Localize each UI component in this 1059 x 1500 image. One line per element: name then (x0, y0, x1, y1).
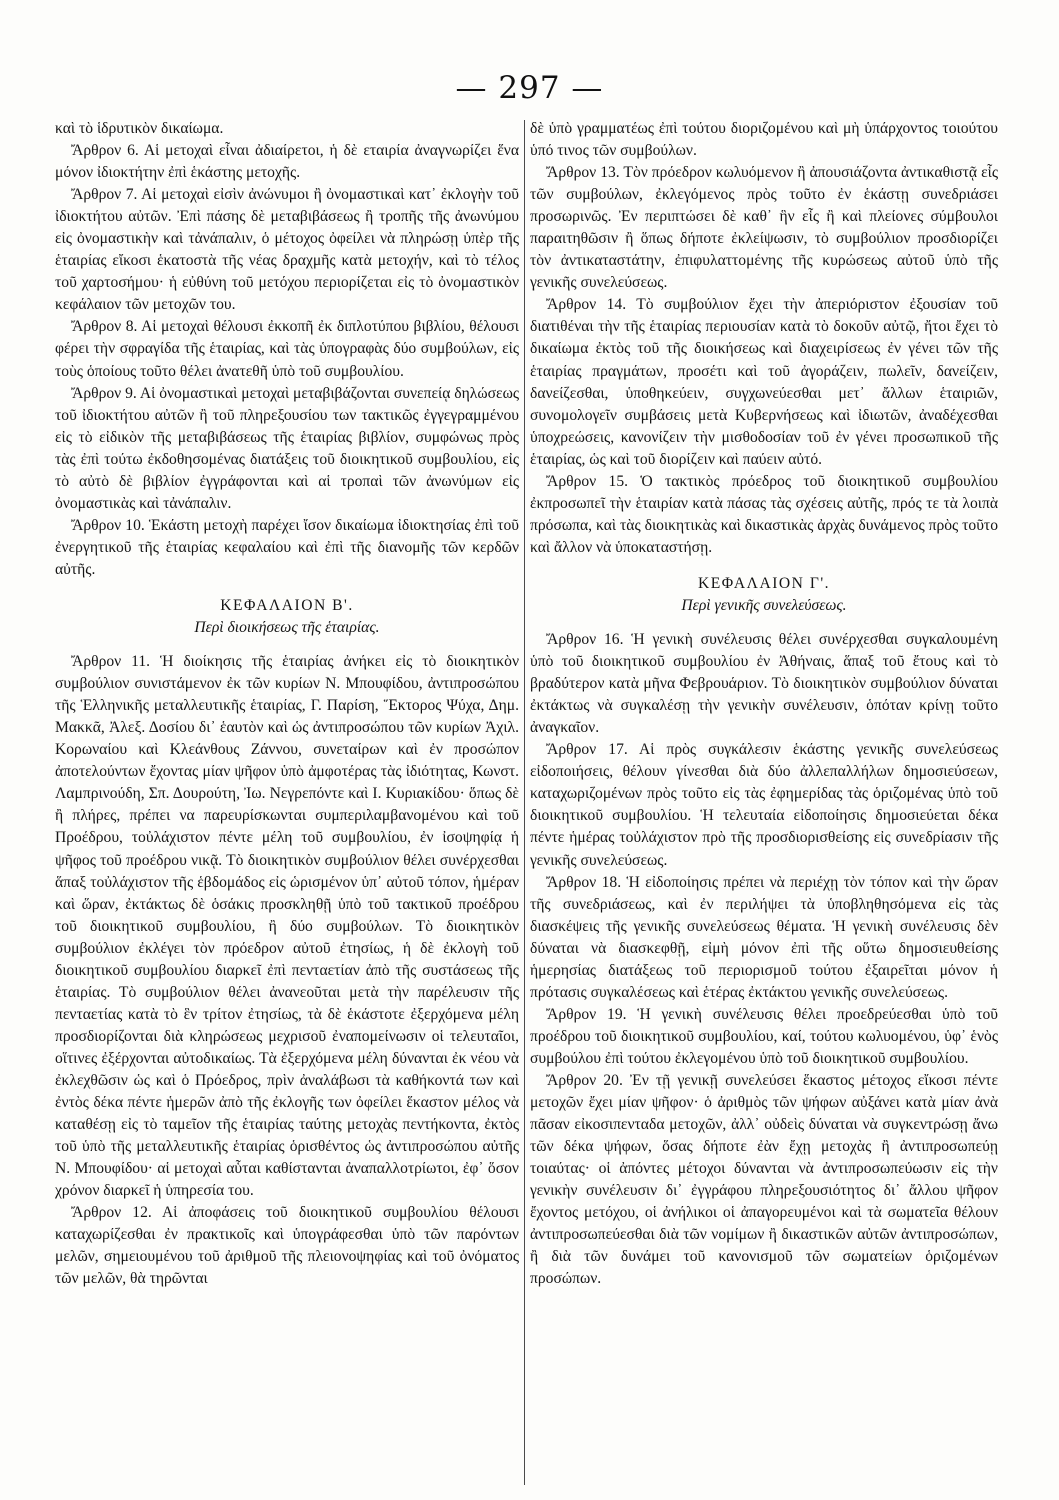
article-18: Ἄρθρον 18. Ἡ εἰδοποίησις πρέπει νὰ περιέχῃ τὸν τόπον καὶ τὴν ὥραν τῆς συνεδριάσεως, καὶ ἐν περιλήψει τὰ ὑποβληθησόμενα εἰς τὰς διασκέψεις τῆς γενικῆς συνελεύσεως θέματα. Ἡ γενικὴ συνέλευσις δὲν δύναται νὰ διασκεφθῇ, εἰμὴ μόνον ἐπὶ τῆς οὕτω δημοσιευθείσης ἡμερησίας διατάξεως τοῦ περιορισμοῦ τούτου ἐξαιρεῖται μόνον ἡ πρότασις συγκαλέσεως καὶ ἑτέρας ἐκτάκτου γενικῆς συνελεύσεως. (530, 873, 998, 1001)
left-column (55, 118, 519, 1290)
article-7: Ἄρθρον 7. Αἱ μετοχαὶ εἰσὶν ἀνώνυμοι ἢ ὀνομαστικαὶ κατ᾿ ἐκλογὴν τοῦ ἰδιοκτήτου αὐτῶν. Ἐπὶ πάσης δὲ μεταβιβάσεως ἢ τροπῆς τῆς ἀνωνύμου εἰς ὀνομαστικὴν καὶ τἀνάπαλιν, ὁ μέτοχος ὀφείλει νὰ πληρώσῃ ὑπὲρ τῆς ἑταιρίας εἴκοσι ἑκατοστὰ τῆς νέας δραχμῆς κατὰ μετοχήν, καὶ τὸ τέλος τοῦ χαρτοσήμου· ἡ εὐθύνη τοῦ μετόχου περιορίζεται εἰς τὸ ὀνομαστικὸν κεφάλαιον τῶν μετοχῶν του. (55, 186, 519, 314)
article-6: Ἄρθρον 6. Αἱ μετοχαὶ εἶναι ἀδιαίρετοι, ἡ δὲ εταιρία ἀναγνωρίζει ἕνα μόνον ἰδιοκτήτην ἐπὶ ἑκάστης μετοχῆς. (55, 142, 519, 182)
chapter-heading: ΚΕΦΑΛΑΙΟΝ Γ'. (697, 574, 831, 592)
column-divider (524, 120, 525, 1485)
paragraph: καὶ τὸ ἱδρυτικὸν δικαίωμα. (55, 120, 224, 137)
chapter-subtitle: Περὶ γενικῆς συνελεύσεως. (681, 596, 847, 614)
page-number: — 297 — (455, 70, 604, 106)
chapter-heading: ΚΕΦΑΛΑΙΟΝ Β'. (220, 596, 354, 614)
article-8: Ἄρθρον 8. Αἱ μετοχαὶ θέλουσι ἐκκοπῆ ἐκ διπλοτύπου βιβλίου, θέλουσι φέρει τὴν σφραγίδα τῆς ἑταιρίας, καὶ τὰς ὑπογραφὰς δύο συμβούλων, εἰς τοὺς ὁποίους τοῦτο θέλει ἀνατεθῆ ὑπὸ τοῦ συμβουλίου. (55, 318, 519, 380)
article-16: Ἄρθρον 16. Ἡ γενικὴ συνέλευσις θέλει συνέρχεσθαι συγκαλουμένη ὑπὸ τοῦ διοικητικοῦ συμβουλίου ἐν Ἀθήναις, ἅπαξ τοῦ ἔτους καὶ τὸ βραδύτερον κατὰ μῆνα Φεβρουάριον. Τὸ διοικητικὸν συμβούλιον δύναται ἐκτάκτως νὰ συγκαλέσῃ τὴν γενικὴν συνέλευσιν, ὁπόταν κρίνῃ τοῦτο ἀναγκαῖον. (530, 631, 998, 737)
article-10: Ἄρθρον 10. Ἑκάστη μετοχὴ παρέχει ἴσον δικαίωμα ἰδιοκτησίας ἐπὶ τοῦ ἐνεργητικοῦ τῆς ἑταιρίας κεφαλαίου καὶ ἐπὶ τῆς διανομῆς τῶν κερδῶν αὐτῆς. (55, 516, 519, 578)
article-11: Ἄρθρον 11. Ἡ διοίκησις τῆς ἑταιρίας ἀνήκει εἰς τὸ διοικητικὸν συμβούλιον συνιστάμενον ἐκ τῶν κυρίων Ν. Μπουφίδου, ἀντιπροσώπου τῆς Ἑλληνικῆς μεταλλευτικῆς ἑταιρίας, Γ. Παρίση, Ἕκτορος Ψύχα, Δημ. Μακκᾶ, Ἀλεξ. Δοσίου δι᾿ ἑαυτὸν καὶ ὡς ἀντιπροσώπου τῶν κυρίων Ἀχιλ. Κορωναίου καὶ Κλεάνθους Ζάννου, συνεταίρων καὶ ἐν προσώπον ἀποτελούντων ἔχοντας μίαν ψῆφον ὑπὸ ἀμφοτέρας τὰς ἰδιότητας, Κωνστ. Λαμπρινούδη, Σπ. Δουρούτη, Ἰω. Νεγρεπόντε καὶ Ι. Κυριακίδου· ὅπως δὲ ἢ πλήρες, πρέπει να παρευρίσκωνται συμπεριλαμβανομένου καὶ τοῦ Προέδρου, τοὐλάχιστον πέντε μέλη τοῦ συμβουλίου, ἐν ἰσοψηφίᾳ ἡ ψῆφος τοῦ προέδρου νικᾷ. Τὸ διοικητικὸν συμβούλιον θέλει συνέρχεσθαι ἅπαξ τοὐλάχιστον τῆς ἑβδομάδος εἰς ὡρισμένον ὑπ᾿ αὐτοῦ τόπον, ἡμέραν καὶ ὥραν, ἐκτάκτως δὲ ὁσάκις προσκληθῇ ὑπὸ τοῦ τακτικοῦ προέδρου τοῦ διοικητικοῦ συμβουλίου, ἢ δύο συμβούλων. Τὸ διοικητικὸν συμβούλιον ἐκλέγει τὸν πρόεδρον αὐτοῦ ἐτησίως, ἡ δὲ ἐκλογὴ τοῦ διοικητικοῦ συμβουλίου διαρκεῖ ἐπὶ πενταετίαν ἀπὸ τῆς συστάσεως τῆς ἑταιρίας. Τὸ συμβούλιον θέλει ἀνανεοῦται μετὰ τὴν παρέλευσιν τῆς πενταετίας κατὰ τὸ ἓν τρίτον ἐτησίως, τὰ δὲ ἑκάστοτε ἐξερχόμενα μέλη προσδιορίζονται διὰ κληρώσεως μεχρισοῦ ἐναπομείνωσιν οἱ τελευταῖοι, οἵτινες ἐξέρχονται αὐτοδικαίως. Τὰ ἐξερχόμενα μέλη δύνανται ἐκ νέου νὰ ἐκλεχθῶσιν ὡς καὶ ὁ Πρόεδρος, πρὶν ἀναλάβωσι τὰ καθήκοντά των καὶ ἐντὸς δέκα πέντε ἡμερῶν ἀπὸ τῆς ἐκλογῆς των ὀφείλει ἕκαστον μέλος νὰ καταθέσῃ εἰς τὸ ταμεῖον τῆς ἑταιρίας ταύτης μετοχὰς πεντήκοντα, ἐκτὸς τοῦ ὑπὸ τῆς μεταλλευτικῆς ἑταιρίας ὁρισθέντος ὡς ἀντιπροσώπου αὐτῆς Ν. Μπουφίδου· αἱ μετοχαὶ αὗται καθίστανται ἀναπαλλοτρίωτοι, ἐφ᾿ ὅσον χρόνον διαρκεῖ ἡ ὑπηρεσία του. (55, 653, 519, 1200)
article-14: Ἄρθρον 14. Τὸ συμβούλιον ἔχει τὴν ἀπεριόριστον ἐξουσίαν τοῦ διατιθέναι τὴν τῆς ἑταιρίας περιουσίαν κατὰ τὸ δοκοῦν αὐτῷ, ἤτοι ἔχει τὸ δικαίωμα ἐκτὸς τοῦ τῆς διοικήσεως καὶ διαχειρίσεως ἐν γένει τῶν τῆς ἑταιρίας πραγμάτων, προσέτι καὶ τοῦ ἀγοράζειν, πωλεῖν, δανείζειν, δανείζεσθαι, ὑποθηκεύειν, συγχωνεύεσθαι μετ᾿ ἄλλων ἑταιριῶν, συνομολογεῖν συμβάσεις μετὰ Κυβερνήσεως καὶ ἰδιωτῶν, ἀναδέχεσθαι ὑποχρεώσεις, κανονίζειν τὴν μισθοδοσίαν τοῦ ἐν γένει προσωπικοῦ τῆς ἑταιρίας, ὡς καὶ τοῦ διορίζειν καὶ παύειν αὐτό. (530, 296, 998, 468)
article-15: Ἄρθρον 15. Ὁ τακτικὸς πρόεδρος τοῦ διοικητικοῦ συμβουλίου ἐκπροσωπεῖ τὴν ἑταιρίαν κατὰ πάσας τὰς σχέσεις αὐτῆς, πρός τε τὰ λοιπὰ πρόσωπα, καὶ τὰς διοικητικὰς καὶ δικαστικὰς ἀρχὰς δυνάμενος πρὸς τοῦτο καὶ ἄλλον νὰ ὑποκαταστήσῃ. (530, 472, 998, 556)
article-19: Ἄρθρον 19. Ἡ γενικὴ συνέλευσις θέλει προεδρεύεσθαι ὑπὸ τοῦ προέδρου τοῦ διοικητικοῦ συμβουλίου, καί, τούτου κωλυομένου, ὑφ᾿ ἑνὸς συμβούλου ἐπὶ τούτου ἐκλεγομένου ὑπὸ τοῦ διοικητικοῦ συμβουλίου. (530, 1005, 998, 1067)
chapter-subtitle: Περὶ διοικήσεως τῆς ἑταιρίας. (194, 619, 380, 637)
right-column (530, 118, 998, 1290)
paragraph: δὲ ὑπὸ γραμματέως ἐπὶ τούτου διοριζομένου καὶ μὴ ὑπάρχοντος τοιούτου ὑπό τινος τῶν συμβούλων. (530, 120, 998, 160)
article-12: Ἄρθρον 12. Αἱ ἀποφάσεις τοῦ διοικητικοῦ συμβουλίου θέλουσι καταχωρίζεσθαι ἐν πρακτικοῖς καὶ ὑπογράφεσθαι ὑπὸ τῶν παρόντων μελῶν, σημειουμένου τοῦ ἀριθμοῦ τῆς πλειονοψηφίας καὶ τοῦ ὀνόματος τῶν μελῶν, θὰ τηρῶνται (55, 1204, 519, 1288)
article-9: Ἄρθρον 9. Αἱ ὀνομαστικαὶ μετοχαὶ μεταβιβάζονται συνεπείᾳ δηλώσεως τοῦ ἰδιοκτήτου αὐτῶν ἢ τοῦ πληρεξουσίου των τακτικῶς ἐγγεγραμμένου εἰς τὸ εἰδικὸν τῆς μεταβιβάσεως τῆς ἑταιρίας βιβλίον, συμφώνως πρὸς τὰς ἐπὶ τούτω ἐκδοθησομένας διατάξεις τοῦ διοικητικοῦ συμβουλίου, εἰς τὸ αὐτὸ δὲ βιβλίον ἐγγράφονται καὶ αἱ τροπαὶ τῶν ἀνωνύμων εἰς ὀνομαστικὰς καὶ τἀνάπαλιν. (55, 384, 520, 512)
article-17: Ἄρθρον 17. Αἱ πρὸς συγκάλεσιν ἑκάστης γενικῆς συνελεύσεως εἰδοποιήσεις, θέλουν γίνεσθαι διὰ δύο ἀλλεπαλλήλων δημοσιεύσεων, καταχωριζομένων πρὸς τοῦτο εἰς τὰς ἐφημερίδας τὰς ὁριζομένας ὑπὸ τοῦ διοικητικοῦ συμβουλίου. Ἡ τελευταία εἰδοποίησις δημοσιεύεται δέκα πέντε ἡμέρας τοὐλάχιστον πρὸ τῆς προσδιορισθείσης εἰς συνεδρίασιν τῆς γενικῆς συνελεύσεως. (530, 741, 998, 869)
article-20: Ἄρθρον 20. Ἐν τῇ γενικῇ συνελεύσει ἕκαστος μέτοχος εἴκοσι πέντε μετοχῶν ἔχει μίαν ψῆφον· ὁ ἀριθμὸς τῶν ψήφων αὐξάνει κατὰ μίαν ἀνὰ πᾶσαν εἰκοσιπενταδα μετοχῶν, ἀλλ᾿ οὐδεὶς δύναται νὰ συγκεντρώσῃ ἄνω τῶν δέκα ψήφων, ὅσας δήποτε ἐὰν ἔχῃ μετοχὰς ἢ ἀντιπροσωπεύῃ τοιαύτας· οἱ ἀπόντες μέτοχοι δύνανται νὰ ἀντιπροσωπεύωσιν εἰς τὴν γενικὴν συνέλευσιν δι᾿ ἐγγράφου πληρεξουσιότητος δι᾿ ἄλλου ψῆφον ἔχοντος μετόχου, οἱ ἀνήλικοι οἱ ἀπαγορευμένοι καὶ τὰ σωματεῖα θέλουν ἀντιπροσωπεύεσθαι διὰ τῶν νομίμων ἢ δικαστικῶν αὐτῶν ἀντιπροσώπων, ἢ διὰ τῶν δυνάμει τοῦ κανονισμοῦ τῶν σωματείων ὁριζομένων προσώπων. (530, 1071, 998, 1288)
article-13: Ἄρθρον 13. Τὸν πρόεδρον κωλυόμενον ἢ ἀπουσιάζοντα ἀντικαθιστᾷ εἷς τῶν συμβούλων, ἐκλεγόμενος πρὸς τοῦτο ἐν ἑκάστῃ συνεδριάσει προσωρινῶς. Ἐν περιπτώσει δὲ καθ᾿ ἣν εἷς ἢ καὶ πλείονες σύμβουλοι παραιτηθῶσιν ἢ ὅπως δήποτε ἐκλείψωσιν, τὸ συμβούλιον προσδιορίζει τὸν ἀντικαταστάτην, ἐπιφυλαττομένης τῆς κυρώσεως αὐτοῦ ὑπὸ τῆς γενικῆς συνελεύσεως. (530, 164, 998, 292)
